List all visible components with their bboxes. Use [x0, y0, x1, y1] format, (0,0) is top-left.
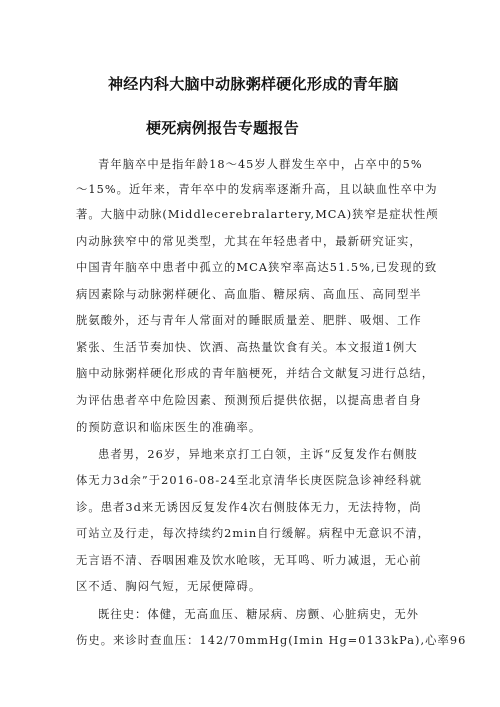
paragraph-1-line-4: 内动脉狭窄中的常见类型，尤其在年轻患者中，最新研究证实，	[76, 235, 422, 248]
paragraph-1-line-7: 胱氨酸外，还与青年人常面对的睡眠质量差、肥胖、吸烟、工作	[76, 314, 422, 327]
paragraph-2-line-5: 无言语不清、吞咽困难及饮水呛咳，无耳鸣、听力减退，无心前	[76, 554, 422, 567]
paragraph-1-line-5: 中国青年脑卒中患者中孤立的MCA狭窄率高达51.5%,已发现的致	[76, 261, 438, 274]
paragraph-2-line-4: 可站立及行走，每次持续约2min自行缓解。病程中无意识不清，	[76, 527, 431, 540]
paragraph-1-line-2: ～15%。近年来，青年卒中的发病率逐渐升高，且以缺血性卒中为	[76, 183, 438, 196]
paragraph-2-line-3: 诊。患者3d来无诱因反复发作4次右侧肢体无力，无法持物，尚	[76, 501, 422, 514]
document-title-line-2: 梗死病例报告专题报告	[146, 119, 300, 137]
paragraph-1-line-10: 为评估患者卒中危险因素、预测预后提供依据，以提高患者自身	[76, 394, 422, 407]
paragraph-3-line-2: 伤史。来诊时查血压：142/70mmHg(Imin Hg=0133kPa),心率96	[76, 634, 467, 647]
paragraph-2-line-6: 区不适、胸闷气短，无尿便障碍。	[76, 580, 262, 593]
document-title-line-1: 神经内科大脑中动脉粥样硬化形成的青年脑	[108, 75, 399, 93]
paragraph-2-line-2: 体无力3d余”于2016-08-24至北京清华长庚医院急诊神经科就	[76, 474, 422, 487]
paragraph-1-line-8: 紧张、生活节奏加快、饮酒、高热量饮食有关。本文报道1例大	[76, 341, 418, 354]
paragraph-1-line-9: 脑中动脉粥样硬化形成的青年脑梗死，并结合文献复习进行总结，	[76, 367, 435, 380]
paragraph-1-line-11: 的预防意识和临床医生的准确率。	[76, 421, 262, 434]
paragraph-1-line-3: 著。大脑中动脉(Middlecerebralartery,MCA)狭窄是症状性颅	[76, 208, 439, 221]
paragraph-1-line-1: 青年脑卒中是指年龄18～45岁人群发生卒中，占卒中的5%	[98, 158, 423, 171]
paragraph-1-line-6: 病因素除与动脉粥样硬化、高血脂、糖尿病、高血压、高同型半	[76, 288, 422, 301]
paragraph-3-line-1: 既往史：体健，无高血压、糖尿病、房颤、心脏病史，无外	[98, 608, 420, 621]
paragraph-2-line-1: 患者男，26岁，异地来京打工白领，主诉“反复发作右侧肢	[98, 448, 418, 461]
